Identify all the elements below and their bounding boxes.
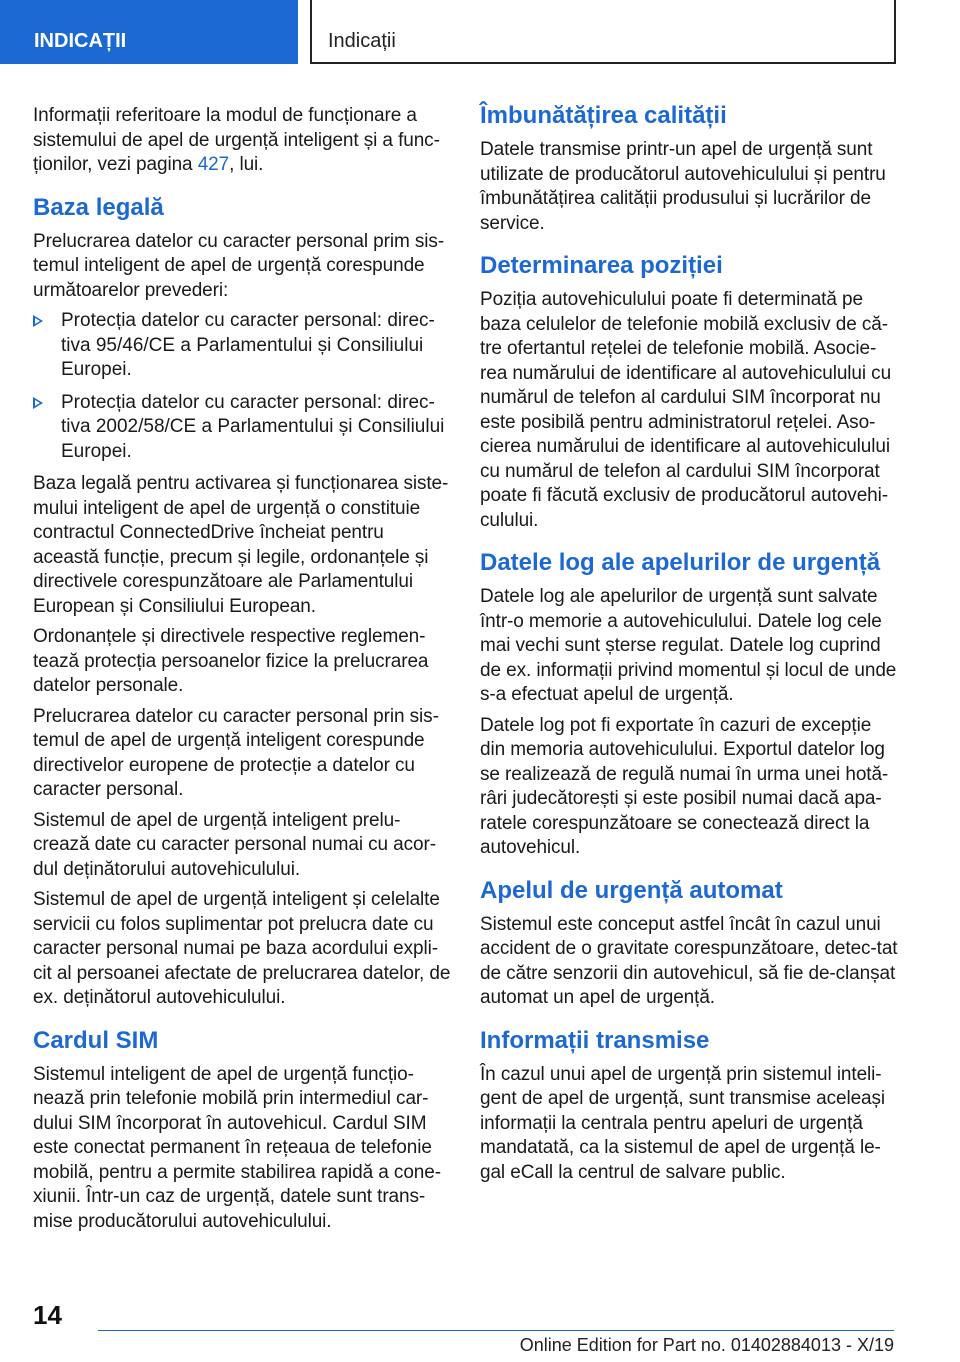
paragraph: În cazul unui apel de urgență prin sistemul inteli-gent de apel de urgență, sunt transmise aceleași informații la centrala pentru apeluri de urgență mandatată, ca la sistemul de apel de urgență le-gal eCall la centrul de salvare public. — [480, 1063, 886, 1183]
heading-apelul-automat: Apelul de urgență automat — [480, 876, 783, 904]
paragraph: Datele log pot fi exportate în cazuri de excepție din memoria autovehiculului. Exportul datelor log se realizează de regulă numai în urma unei hotă-râri judecătorești și este posibil numai dacă apa-ratele corespunzătoare se conectează direct la autovehicul. — [480, 714, 889, 858]
list-item — [33, 391, 451, 465]
paragraph: Prelucrarea datelor cu caracter personal prim sis-temul inteligent de apel de urgență corespunde următoarelor prevederi: — [33, 230, 445, 301]
paragraph: Datele log ale apelurilor de urgență sunt salvate într-o memorie a autovehiculului. Datele log cele mai vechi sunt șterse regulat. Datele log cuprind de ex. informații privind momentul și locul de unde s-a efectuat apelul de urgență. — [480, 586, 897, 705]
paragraph: Ordonanțele și directivele respective reglemen-tează protecția persoanelor fizice la prelucrarea datelor personale. — [33, 626, 429, 696]
list-item-text: Protecția datelor cu caracter personal: direc-tiva 95/46/CE a Parlamentului și Consiliului Europei. — [61, 310, 435, 380]
paragraph: Baza legală pentru activarea și funcționarea siste-mului inteligent de apel de urgență o constituie contractul ConnectedDrive încheiat pentru această funcție, precum și legile, ordonanțele și directivele corespunzătoare ale Parlamentului European și Consiliului European. — [33, 473, 449, 617]
footer-edition: Online Edition for Part no. 01402884013 - X/19 — [519, 1335, 894, 1355]
triangle-bullet-icon — [33, 397, 43, 409]
paragraph: Sistemul de apel de urgență inteligent prelu-crează date cu caracter personal numai cu acor-dul deținătorului autovehiculului. — [33, 809, 436, 880]
intro-suffix: , lui. — [229, 154, 264, 175]
list-item — [33, 309, 451, 383]
list-item-text: Protecția datelor cu caracter personal: direc-tiva 2002/58/CE a Parlamentului și Consiliului Europei. — [61, 391, 445, 462]
footer-divider — [98, 1330, 894, 1331]
page-reference-link[interactable]: 427 — [197, 154, 230, 175]
left-column — [33, 104, 451, 1240]
page-number: 14 — [33, 1300, 62, 1330]
bullet-list — [33, 309, 451, 464]
right-column — [480, 102, 898, 1191]
heading-datele-log: Datele log ale apelurilor de urgență — [480, 549, 881, 576]
paragraph: Sistemul de apel de urgență inteligent și celelalte servicii cu folos suplimentar pot prelucra date cu caracter personal numai pe baza acordului expli-cit al persoanei afectate de prelucrarea datelor, de ex. deținătorul autovehiculului. — [33, 889, 451, 1008]
section-title: Indicații — [310, 0, 896, 64]
section-tab[interactable]: INDICAȚII — [0, 0, 298, 64]
paragraph: Prelucrarea datelor cu caracter personal prin sis-temul de apel de urgență inteligent corespunde directivelor europene de protecție a datelor cu caracter personal. — [33, 705, 439, 800]
intro-text: Informații referitoare la modul de funcționare a sistemului de apel de urgență inteligent și a func-ționilor, vezi pagina — [33, 105, 440, 175]
intro-paragraph — [33, 104, 451, 178]
heading-cardul-sim: Cardul SIM — [33, 1026, 159, 1054]
heading-determinarea-pozitiei: Determinarea poziției — [480, 252, 723, 279]
paragraph: Sistemul este conceput astfel încât în cazul unui accident de o gravitate corespunzătoare, detec-tat de către senzorii din autovehicul, să fie de-clanșat automat un apel de urgență. — [480, 913, 898, 1008]
heading-imbunatatirea-calitatii: Îmbunătățirea calității — [480, 102, 727, 129]
page-header — [0, 0, 960, 66]
heading-baza-legala: Baza legală — [33, 193, 164, 221]
paragraph: Poziția autovehiculului poate fi determinată pe baza celulelor de telefonie mobilă exclusiv de că-tre ofertantul rețelei de telefonie mobilă. Asocie-rea numărului de identificare al autovehiculului cu numărul de telefon al cardului SIM încorporat nu este posibilă pentru administratorul rețelei. Aso-cierea numărului de identificare al autovehiculului cu numărul de telefon al cardului SIM încorporat poate fi făcută exclusiv de producătorul autovehi-culului. — [480, 289, 892, 531]
paragraph: Sistemul inteligent de apel de urgență funcțio-nează prin telefonie mobilă prin intermediul car-dului SIM încorporat în autovehicul. Cardul SIM este conectat permanent în rețeaua de telefonie mobilă, pentru a permite stabilirea rapidă a cone-xiunii. Într-un caz de urgență, datele sunt trans-mise producătorului autovehiculului. — [33, 1063, 441, 1232]
heading-informatii-transmise: Informații transmise — [480, 1026, 710, 1054]
triangle-bullet-icon — [33, 315, 43, 327]
paragraph: Datele transmise printr-un apel de urgență sunt utilizate de producătorul autovehiculului și pentru îmbunătățirea calității produsului și lucrărilor de service. — [480, 139, 886, 234]
